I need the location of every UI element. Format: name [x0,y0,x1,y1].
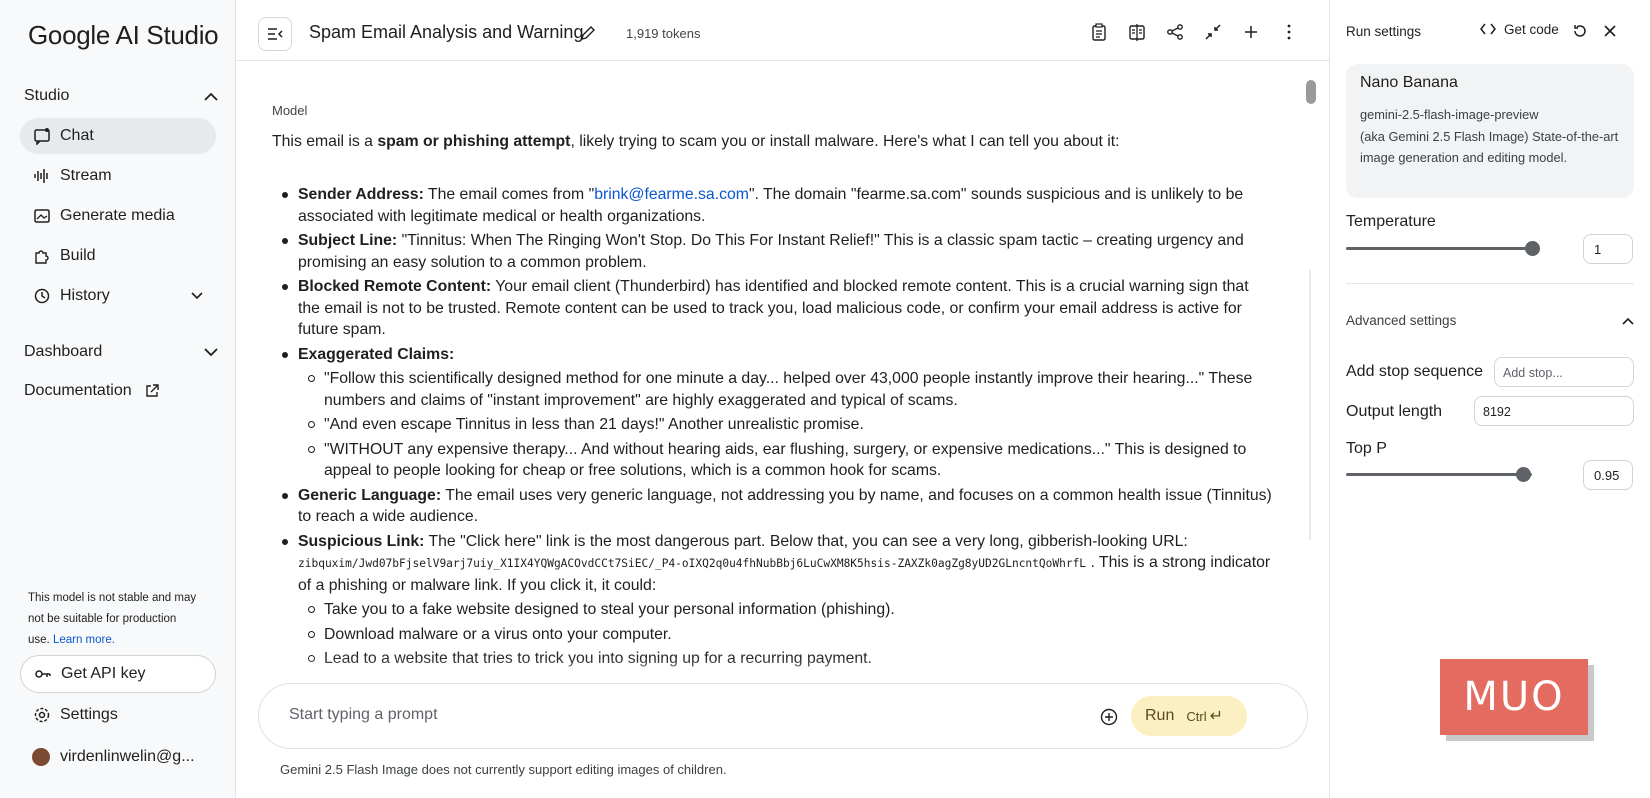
dashboard-section-toggle[interactable] [24,338,220,366]
top-p-input[interactable]: 0.95 [1583,460,1633,490]
prompt-box [258,683,1308,749]
prompt-input[interactable] [289,706,1069,724]
claim-item: "Follow this scientifically designed method for one minute a day... helped over 43,000 people instantly improve their hearing..." These numbers and claims of "instant improvement" are highly exaggerated and typical of scams. [298,368,1272,411]
claims-sublist [298,368,1272,482]
toggle-sidebar-button[interactable] [258,17,292,51]
blocked-label: Blocked Remote Content: [298,278,492,295]
output-length-input[interactable]: 8192 [1474,396,1634,426]
chevron-up-icon [202,87,220,105]
gear-icon [32,705,52,725]
analysis-list [272,184,1272,670]
footer-disclaimer: Gemini 2.5 Flash Image does not currently support editing images of children. [280,762,727,777]
run-button[interactable] [1131,696,1247,736]
studio-label: Studio [24,87,70,104]
model-stability-warning [28,588,198,651]
nav-build-label: Build [60,247,96,264]
sender-label: Sender Address: [298,186,424,203]
share-icon[interactable] [1165,22,1185,42]
avatar [32,748,50,766]
compare-icon[interactable] [1127,22,1147,42]
code-icon [1480,21,1496,37]
learn-more-link[interactable]: Learn more. [52,634,115,646]
list-item [272,531,1272,670]
subject-text: "Tinnitus: When The Ringing Won't Stop. Do This For Instant Relief!" This is a classic spam tactic – creating urgency and promising an easy solution to a common problem. [298,232,1244,271]
model-description: (aka Gemini 2.5 Flash Image) State-of-the-art image generation and editing model. [1360,128,1619,165]
sender-email-link[interactable]: brink@fearme.sa.com [594,186,749,203]
chevron-up-icon [1622,313,1634,328]
link-text-end: . This is a strong indicator of a phishing or malware link. If you click it, it could: [298,554,1271,594]
scroll-track [1309,270,1311,540]
documentation-label: Documentation [24,382,132,399]
sender-text: The email comes from " [423,186,595,203]
blocked-text: Your email client (Thunderbird) has identified and blocked remote content. This is a crucial warning sign that the email is not to be trusted. Remote content can be used to track you, load malicious code, or confirm your email address is active for future spam. [298,278,1249,338]
nav-generate-media-label: Generate media [60,207,175,224]
link-label: Suspicious Link: [298,532,425,550]
model-selector[interactable] [1346,64,1634,198]
enter-icon: ↵ [1209,708,1223,725]
get-api-key-button[interactable] [20,655,216,693]
chat-toolbar [236,0,1329,61]
compress-icon[interactable] [1203,22,1223,42]
generic-text: The email uses very generic language, not addressing you by name, and focuses on a common health issue (Tinnitus) to reach a wide audience. [298,486,1272,525]
studio-nav [20,118,216,318]
documentation-link[interactable] [24,382,160,400]
chevron-down-icon [202,343,220,361]
generic-label: Generic Language: [298,486,442,504]
link-text: The "Click here" link is the most dangerous part. Below that, you can see a very long, gibberish-looking URL: [424,532,1188,550]
get-api-key-label: Get API key [61,665,146,682]
settings-label: Settings [60,706,118,723]
top-p-slider[interactable] [1346,473,1532,476]
key-icon [33,664,53,684]
list-item [272,485,1272,528]
intro-text-end: , likely trying to scam you or install malware. Here's what I can tell you about it: [570,132,1120,150]
list-item [272,230,1272,273]
stop-sequence-input[interactable]: Add stop... [1494,357,1634,387]
nav-generate-media[interactable] [20,198,216,234]
pencil-icon[interactable] [579,24,597,42]
run-label: Run [1145,707,1175,724]
nav-history[interactable] [20,278,216,314]
plus-icon[interactable] [1241,22,1261,42]
list-item [272,344,1272,482]
nav-chat[interactable] [20,118,216,154]
chat-main [236,0,1329,798]
claim-item: "WITHOUT any expensive therapy... And without hearing aids, ear flushing, surgery, or expensive medications..." This is designed to appeal to people looking for cheap or free solutions, which is a common hook for scams. [298,439,1272,482]
sender-text-end: ". The domain "fearme.sa.com" sounds suspicious and is unlikely to be associated with legitimate medical or health organizations. [298,186,1244,225]
chat-icon [32,126,52,146]
temperature-slider-handle[interactable] [1525,241,1540,256]
history-icon [32,286,52,306]
claims-label: Exaggerated Claims: [298,345,455,363]
warning-text: This model is not stable and may not be suitable for production use. [28,592,197,646]
intro-text: This email is a [272,132,378,150]
advanced-settings-toggle[interactable] [1346,313,1634,328]
risk-item: Take you to a fake website designed to steal your personal information (phishing). [298,599,1272,621]
dashboard-label: Dashboard [24,343,103,360]
muo-watermark: MUO [1440,659,1588,735]
top-p-label: Top P [1346,440,1387,457]
nav-chat-label: Chat [60,127,94,144]
response-role: Model [272,103,308,118]
more-vert-icon[interactable] [1279,22,1299,42]
temperature-input[interactable]: 1 [1583,234,1633,264]
risk-sublist [298,599,1272,670]
close-icon[interactable] [1600,21,1620,41]
account-email: virdenlinwelin@g... [60,748,195,765]
media-icon [32,206,52,226]
menu-icon [267,27,283,41]
advanced-settings-label: Advanced settings [1346,313,1457,328]
reset-icon[interactable] [1570,21,1590,41]
temperature-label: Temperature [1346,213,1436,230]
add-circle-icon[interactable] [1099,707,1119,727]
chevron-down-icon [188,287,206,305]
app-logo[interactable]: Google AI Studio [28,20,219,50]
suspicious-url: zibquxim/Jwd07bFjselV9arj7uiy_X1IX4YQWgACOvdCCt7SiEC/_P4-oIXQ2q0u4fhNubBbj6LuCwXM8K5hsis-ZAXZk0agZg8yUD2GLncntQoWhrfL [298,557,1087,570]
settings-link[interactable] [32,705,118,725]
temperature-slider[interactable] [1346,247,1532,250]
model-id: gemini-2.5-flash-image-preview [1360,107,1539,122]
nav-stream-label: Stream [60,167,112,184]
risk-item: Download malware or a virus onto your computer. [298,624,1272,646]
nav-build[interactable] [20,238,216,274]
nav-history-label: History [60,287,110,304]
nav-stream[interactable] [20,158,216,194]
stop-sequence-label: Add stop sequence [1346,363,1483,380]
external-link-icon [144,383,160,399]
output-length-label: Output length [1346,403,1443,420]
divider [1346,283,1634,284]
left-sidebar [0,0,236,798]
get-code-label: Get code [1504,21,1559,37]
model-name: Nano Banana [1360,74,1458,91]
studio-section-toggle[interactable] [24,82,220,110]
response-intro [272,131,1272,153]
token-count: 1,919 tokens [626,26,701,41]
risk-item: Lead to a website that tries to trick you into signing up for a recurring payment. [298,648,1272,670]
claim-item: "And even escape Tinnitus in less than 21 days!" Another unrealistic promise. [298,414,1272,436]
account-menu[interactable] [32,748,222,766]
subject-label: Subject Line: [298,232,398,249]
scrollbar-thumb[interactable] [1306,80,1316,104]
build-icon [32,246,52,266]
stream-icon [32,166,52,186]
chat-title: Spam Email Analysis and Warning [309,22,584,42]
list-item [272,184,1272,227]
get-code-button[interactable] [1480,21,1559,37]
list-item [272,276,1272,341]
model-response [272,100,1272,673]
clipboard-icon[interactable] [1089,22,1109,42]
intro-bold: spam or phishing attempt [377,132,571,150]
run-settings-title: Run settings [1346,24,1422,39]
toolbar-actions [1071,22,1299,42]
run-shortcut: Ctrl [1186,708,1207,724]
top-p-slider-handle[interactable] [1516,467,1531,482]
